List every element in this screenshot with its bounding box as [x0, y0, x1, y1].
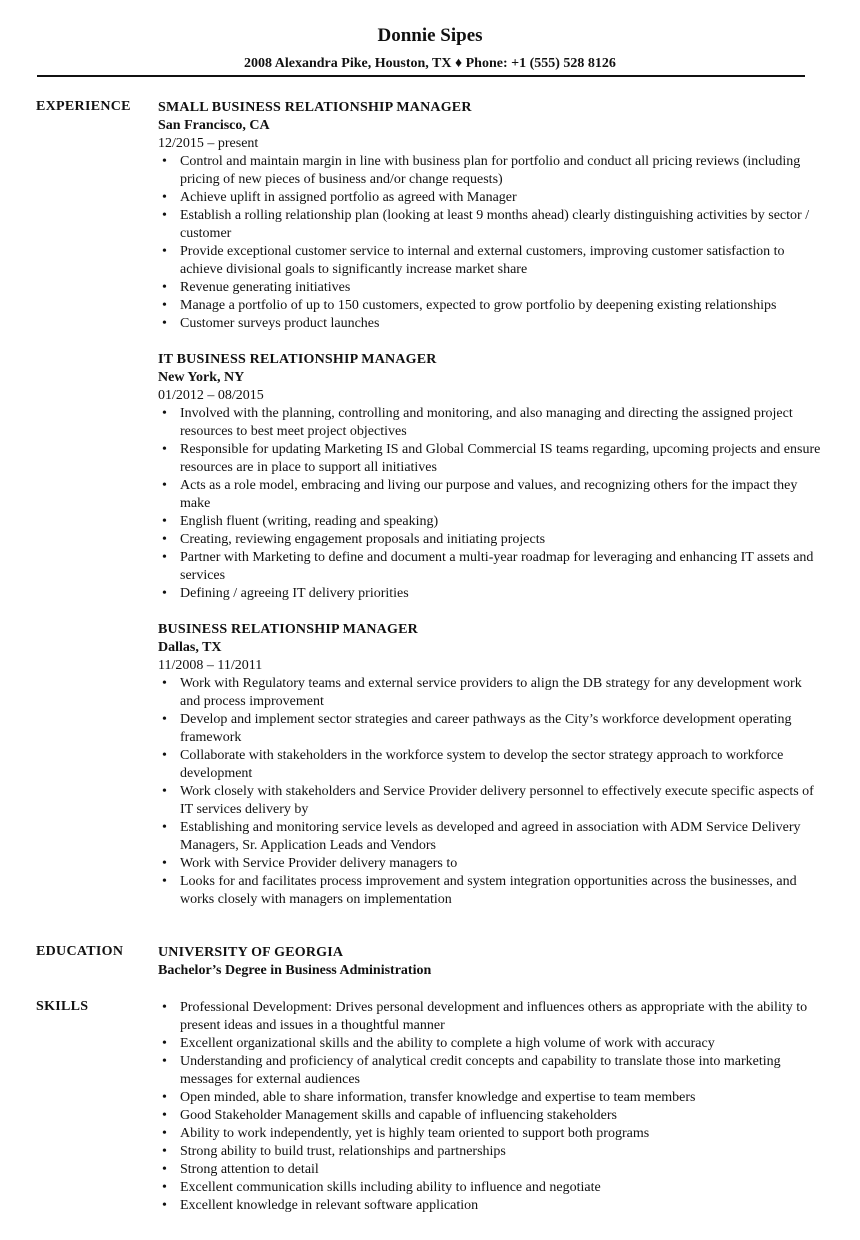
skill-item: • Professional Development: Drives personal development and influences others as appropriate with the ability to present ideas and issues in a thoughtful manner [158, 999, 823, 1035]
job-bullets [158, 153, 823, 333]
bullet-item: • Provide exceptional customer service to internal and external customers, improving customer satisfaction to achieve divisional goals to significantly increase market share [158, 243, 823, 279]
job-entry [158, 621, 823, 909]
header-divider [37, 75, 805, 77]
section-label-experience: EXPERIENCE [36, 99, 131, 114]
skills-bullets [158, 999, 823, 1215]
job-title: BUSINESS RELATIONSHIP MANAGER [158, 622, 418, 637]
bullet-item: • Responsible for updating Marketing IS and Global Commercial IS teams regarding, upcoming projects and ensure resources are in place to support all initiatives [158, 441, 823, 477]
bullet-item: • Work with Regulatory teams and external service providers to align the DB strategy for any development work and process improvement [158, 675, 823, 711]
job-title: IT BUSINESS RELATIONSHIP MANAGER [158, 352, 437, 367]
bullet-item: • Establish a rolling relationship plan (looking at least 9 months ahead) clearly distinguishing activities by sector / customer [158, 207, 823, 243]
bullet-item: • Collaborate with stakeholders in the workforce system to develop the sector strategy approach to workforce development [158, 747, 823, 783]
bullet-item: • Achieve uplift in assigned portfolio as agreed with Manager [158, 189, 823, 207]
candidate-name: Donnie Sipes [377, 25, 483, 46]
bullet-item: • Work closely with stakeholders and Service Provider delivery personnel to effectively execute specific aspects of IT services delivery by [158, 783, 823, 819]
job-dates: 01/2012 – 08/2015 [158, 388, 264, 403]
job-location: San Francisco, CA [158, 118, 270, 133]
bullet-item: • Control and maintain margin in line with business plan for portfolio and conduct all pricing reviews (including pricing of new pieces of business and/or change requests) [158, 153, 823, 189]
job-entry [158, 351, 823, 603]
skill-item: • Excellent organizational skills and the ability to complete a high volume of work with accuracy [158, 1035, 823, 1053]
bullet-item: • Involved with the planning, controlling and monitoring, and also managing and directing the assigned project resources to best meet project objectives [158, 405, 823, 441]
job-dates: 11/2008 – 11/2011 [158, 658, 263, 673]
skill-item: • Understanding and proficiency of analytical credit concepts and capability to translate those into marketing messages for external audiences [158, 1053, 823, 1089]
school-name: UNIVERSITY OF GEORGIA [158, 945, 344, 960]
bullet-item: • Revenue generating initiatives [158, 279, 823, 297]
education-entry [158, 944, 823, 980]
bullet-item: • Establishing and monitoring service levels as developed and agreed in association with ADM Service Delivery Managers, Sr. Application Leads and Vendors [158, 819, 823, 855]
skill-item: • Strong attention to detail [158, 1161, 823, 1179]
experience-list [158, 99, 823, 927]
section-label-skills: SKILLS [36, 999, 89, 1014]
skill-item: • Strong ability to build trust, relationships and partnerships [158, 1143, 823, 1161]
bullet-item: • Work with Service Provider delivery managers to [158, 855, 823, 873]
bullet-item: • Looks for and facilitates process improvement and system integration opportunities across the businesses, and works closely with managers on implementation [158, 873, 823, 909]
job-bullets [158, 675, 823, 909]
skill-item: • Ability to work independently, yet is highly team oriented to support both programs [158, 1125, 823, 1143]
contact-line: 2008 Alexandra Pike, Houston, TX ♦ Phone: +1 (555) 528 8126 [244, 56, 616, 71]
resume-header [0, 0, 860, 73]
job-bullets [158, 405, 823, 603]
bullet-item: • Manage a portfolio of up to 150 customers, expected to grow portfolio by deepening existing relationships [158, 297, 823, 315]
section-label-education: EDUCATION [36, 944, 124, 959]
bullet-item: • Defining / agreeing IT delivery priorities [158, 585, 823, 603]
skills-list [158, 999, 823, 1215]
bullet-item: • Creating, reviewing engagement proposals and initiating projects [158, 531, 823, 549]
skill-item: • Good Stakeholder Management skills and capable of influencing stakeholders [158, 1107, 823, 1125]
degree-name: Bachelor’s Degree in Business Administration [158, 963, 432, 978]
skill-item: • Excellent knowledge in relevant software application [158, 1197, 823, 1215]
job-title: SMALL BUSINESS RELATIONSHIP MANAGER [158, 100, 472, 115]
job-dates: 12/2015 – present [158, 136, 259, 151]
job-location: Dallas, TX [158, 640, 222, 655]
bullet-item: • Customer surveys product launches [158, 315, 823, 333]
bullet-item: • Partner with Marketing to define and document a multi-year roadmap for leveraging and enhancing IT assets and services [158, 549, 823, 585]
job-location: New York, NY [158, 370, 245, 385]
job-entry [158, 99, 823, 333]
bullet-item: • Develop and implement sector strategies and career pathways as the City’s workforce development operating framework [158, 711, 823, 747]
bullet-item: • English fluent (writing, reading and speaking) [158, 513, 823, 531]
bullet-item: • Acts as a role model, embracing and living our purpose and values, and recognizing others for the impact they make [158, 477, 823, 513]
skill-item: • Excellent communication skills including ability to influence and negotiate [158, 1179, 823, 1197]
skill-item: • Open minded, able to share information, transfer knowledge and expertise to team members [158, 1089, 823, 1107]
